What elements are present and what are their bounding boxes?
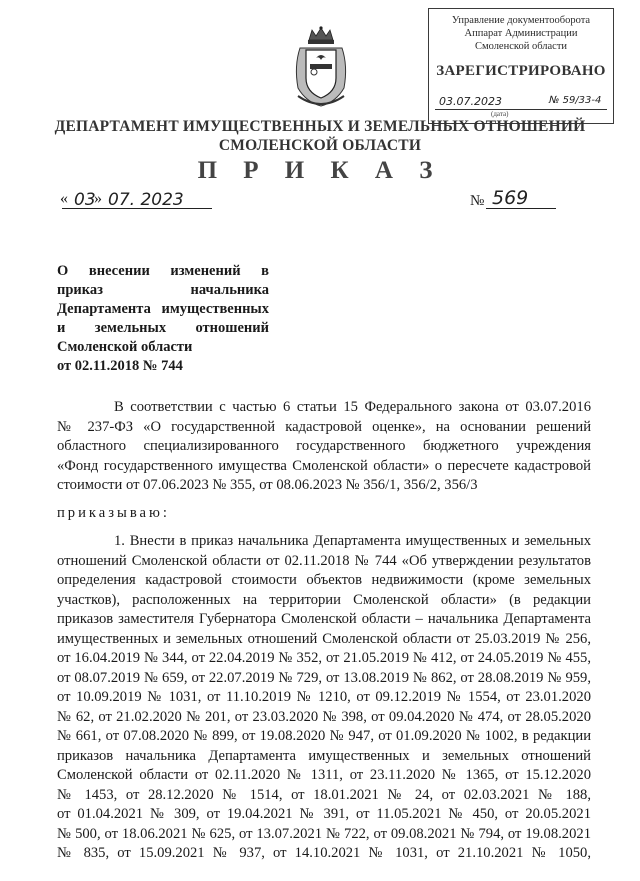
order-subject bbox=[57, 262, 269, 376]
text-line: приказов заместителя Губернатора Смоленской области – начальника Департамента bbox=[57, 611, 591, 627]
number-underline bbox=[486, 208, 556, 209]
text-line: № 62, от 21.02.2020 № 201, от 23.03.2020 № 398, от 09.04.2020 № 474, от 28.05.2020 bbox=[57, 708, 591, 725]
stamp-underline bbox=[435, 109, 607, 110]
subject-line: Смоленской области bbox=[57, 339, 193, 355]
text-line: № 237-ФЗ «О государственной кадастровой оценке», на основании решений bbox=[57, 418, 591, 435]
text-line: участков), расположенных на территории Смоленской области» (в редакции bbox=[57, 591, 591, 608]
text-line: № 1453, от 28.12.2020 № 1514, от 18.01.2021 № 24, от 02.03.2021 № 188, bbox=[57, 786, 591, 803]
text-line: областного специализированного государственного бюджетного учреждения bbox=[57, 438, 591, 454]
subject-line: О внесении изменений в bbox=[57, 263, 269, 279]
department-name-line1: ДЕПАРТАМЕНТ ИМУЩЕСТВЕННЫХ И ЗЕМЕЛЬНЫХ ОТНОШЕНИЙ bbox=[54, 118, 586, 135]
text-line: № 500, от 18.06.2021 № 625, от 13.07.2021 № 722, от 09.08.2021 № 794, от 19.08.2021 bbox=[57, 825, 591, 842]
order-day: 03 bbox=[74, 190, 96, 210]
text-line: от 16.04.2019 № 344, от 22.04.2019 № 352, от 21.05.2019 № 412, от 24.05.2019 № 455, bbox=[57, 650, 591, 666]
subject-line: приказ начальника bbox=[57, 282, 269, 298]
stamp-number: № 59/33-4 bbox=[549, 95, 602, 106]
stamp-line: Смоленской области bbox=[474, 41, 568, 52]
date-underline bbox=[62, 208, 212, 209]
department-name-line2: СМОЛЕНСКОЙ ОБЛАСТИ bbox=[218, 137, 422, 154]
stamp-line: Аппарат Администрации bbox=[464, 28, 578, 39]
text-line: № 835, от 15.09.2021 № 937, от 14.10.2021 № 1031, от 21.10.2021 № 1050, bbox=[57, 845, 591, 861]
text-line: от 01.04.2021 № 309, от 19.04.2021 № 391, от 11.05.2021 № 450, от 20.05.2021 bbox=[57, 806, 591, 822]
stamp-status: ЗАРЕГИСТРИРОВАНО bbox=[436, 63, 606, 79]
decree-word: приказываю: bbox=[57, 505, 170, 521]
order-number-label: № bbox=[470, 193, 485, 209]
preamble-paragraph bbox=[57, 398, 591, 496]
coat-of-arms-icon bbox=[292, 26, 350, 110]
text-line: Смоленской области от 02.11.2020 № 1311, от 23.11.2020 № 1365, от 15.12.2020 bbox=[57, 767, 591, 783]
text-line: № 661, от 07.08.2020 № 899, от 19.08.2020 № 947, от 01.09.2020 № 1002, в редакции bbox=[57, 728, 591, 744]
subject-line: и земельных отношений bbox=[57, 320, 269, 336]
registration-stamp bbox=[428, 8, 614, 124]
date-quote-close: » bbox=[94, 190, 102, 207]
text-line: В соответствии с частью 6 статьи 15 Федерального закона от 03.07.2016 bbox=[114, 399, 591, 415]
text-line: от 10.09.2019 № 1031, от 11.10.2019 № 1210, от 09.12.2019 № 1554, от 23.01.2020 bbox=[57, 689, 591, 705]
order-month-year: 07. 2023 bbox=[108, 190, 184, 210]
subject-line: от 02.11.2018 № 744 bbox=[57, 358, 183, 374]
item-1-paragraph bbox=[57, 532, 591, 864]
text-line: имущественных и земельных отношений Смоленской области от 25.03.2019 № 256, bbox=[57, 630, 591, 647]
text-line: отношений Смоленской области от 02.11.2018 № 744 «Об утверждении результатов bbox=[57, 552, 591, 569]
stamp-line: Управление документооборота bbox=[451, 15, 591, 26]
stamp-date-caption: (дата) bbox=[491, 110, 509, 118]
text-line: определения кадастровой стоимости объектов недвижимости (кроме земельных bbox=[57, 572, 591, 588]
text-line: 1. Внести в приказ начальника Департамента имущественных и земельных bbox=[114, 533, 591, 549]
text-line: «Фонд государственного имущества Смоленской области» о пересчете кадастровой bbox=[57, 457, 591, 474]
subject-line: Департамента имущественных bbox=[57, 301, 269, 317]
text-line: от 08.07.2019 № 659, от 22.07.2019 № 729, от 13.08.2019 № 862, от 28.08.2019 № 959, bbox=[57, 669, 591, 686]
text-line: приказов начальника Департамента имущественных и земельных отношений bbox=[57, 747, 591, 764]
order-number: 569 bbox=[492, 187, 529, 209]
date-quote-open: « bbox=[60, 190, 68, 207]
stamp-date: 03.07.2023 bbox=[439, 95, 502, 108]
document-type-title: П Р И К А З bbox=[197, 157, 443, 184]
text-line: стоимости от 07.06.2023 № 355, от 08.06.2023 № 356/1, 356/2, 356/3 bbox=[57, 477, 478, 493]
